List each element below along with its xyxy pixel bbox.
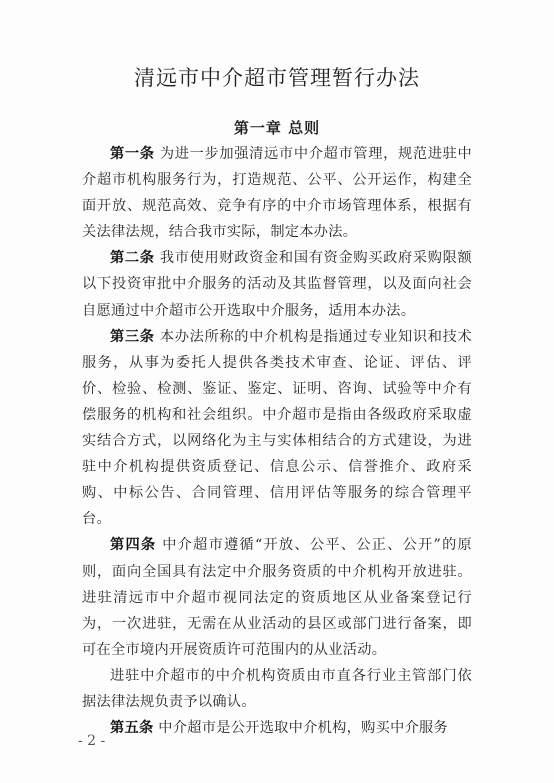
document-body bbox=[82, 141, 472, 741]
chapter-heading: 第一章 总则 bbox=[233, 119, 321, 137]
article-4 bbox=[82, 532, 472, 662]
article-4-text: 中介超市遵循“开放、公平、公正、公开”的原则，面向全国具有法定中介服务资质的中介机构开放进驻。进驻清远市中介超市视同法定的资质地区从业备案登记行为，一次进驻，无需在从业活动的县区或部门进行备案，即可在全市境内开展资质许可范围内的从业活动。 bbox=[82, 537, 473, 658]
article-4-continuation bbox=[82, 663, 472, 715]
article-2 bbox=[82, 245, 472, 323]
document-title: 清远市中介超市管理暂行办法 bbox=[134, 66, 420, 90]
article-3 bbox=[82, 324, 472, 533]
article-1-heading: 第一条 bbox=[110, 146, 155, 162]
article-4-continuation-text: 进驻中介超市的中介机构资质由市直各行业主管部门依据法律法规负责予以确认。 bbox=[82, 667, 472, 710]
article-3-text: 本办法所称的中介机构是指通过专业知识和技术服务，从事为委托人提供各类技术审查、论证、评估、评价、检验、检测、鉴证、鉴定、证明、咨询、试验等中介有偿服务的机构和社会组织。中介超市是指由各级政府采取虚实结合方式，以网络化为主与实体相结合的方式建设，为进驻中介机构提供资质登记、信息公示、信誉推介、政府采购、中标公告、合同管理、信用评估等服务的综合管理平台。 bbox=[82, 328, 473, 528]
article-1 bbox=[82, 141, 472, 245]
article-3-heading: 第三条 bbox=[110, 328, 155, 345]
article-1-text: 为进一步加强清远市中介超市管理，规范进驻中介超市机构服务行为，打造规范、公平、公开运作，构建全面开放、规范高效、竞争有序的中介市场管理体系，根据有关法律法规，结合我市实际，制定本办法。 bbox=[82, 146, 473, 241]
article-5-heading: 第五条 bbox=[110, 720, 154, 737]
article-5-text: 中介超市是公开选取中介机构，购买中介服务 bbox=[158, 720, 449, 737]
page-number: - 2 - bbox=[78, 733, 106, 749]
article-5 bbox=[82, 715, 472, 741]
article-2-text: 我市使用财政资金和国有资金购买政府采购限额以下投资审批中介服务的活动及其监督管理，以及面向社会自愿通过中介超市公开选取中介服务，适用本办法。 bbox=[82, 250, 473, 319]
article-4-heading: 第四条 bbox=[110, 537, 157, 554]
article-2-heading: 第二条 bbox=[110, 250, 155, 267]
